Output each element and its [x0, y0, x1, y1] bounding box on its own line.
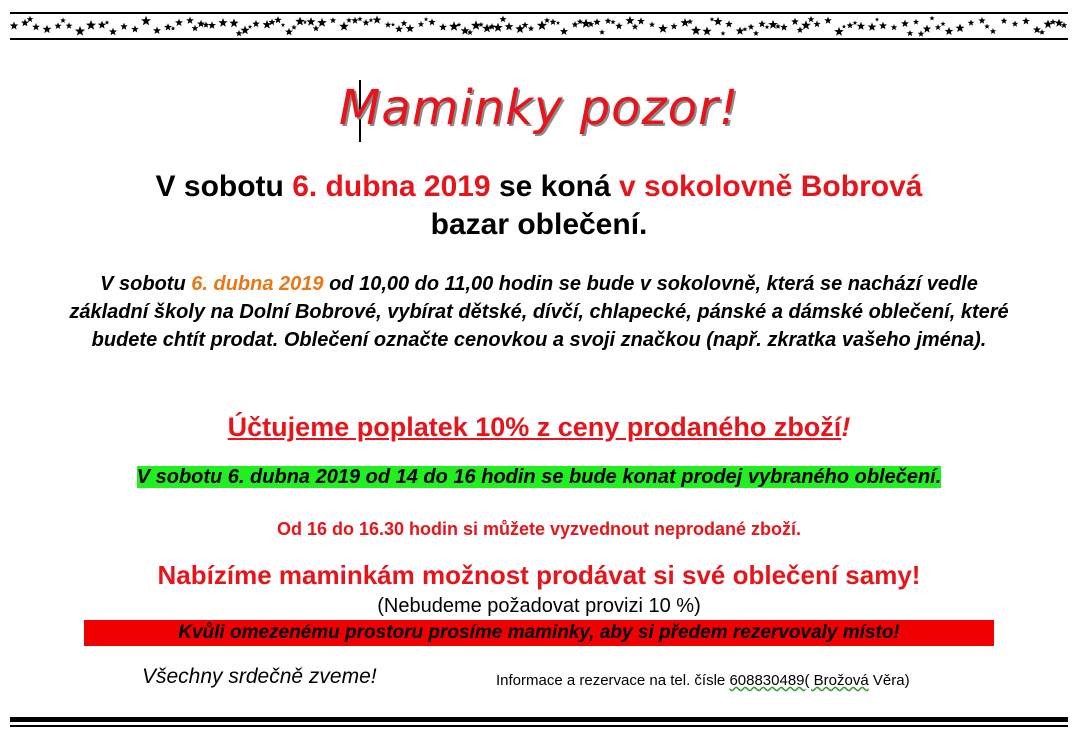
star-icon — [702, 26, 711, 35]
pickup-notice: Od 16 do 16.30 hodin si můžete vyzvednout neprodané zboží. — [276, 519, 802, 539]
fee-text: Účtujeme poplatek 10% z ceny prodaného zboží — [227, 412, 842, 442]
star-icon — [984, 24, 990, 29]
star-icon — [615, 22, 622, 29]
star-icon — [164, 23, 172, 30]
intro-date: 6. dubna 2019 — [292, 170, 491, 203]
star-icon — [131, 25, 139, 32]
star-icon — [868, 22, 877, 30]
star-icon — [505, 22, 514, 30]
intro-line-1 — [0, 168, 1078, 206]
star-icon — [753, 30, 759, 36]
star-icon — [369, 18, 374, 23]
star-icon — [357, 16, 362, 21]
star-icon — [758, 20, 765, 27]
star-icon — [449, 21, 459, 30]
star-icon — [1033, 26, 1041, 34]
star-icon — [522, 22, 529, 28]
star-icon — [768, 20, 778, 29]
star-icon — [307, 17, 316, 26]
star-icon — [1039, 29, 1045, 35]
star-icon — [66, 22, 73, 28]
intro-place: v sokolovně Bobrová — [619, 170, 923, 203]
star-icon — [339, 21, 349, 30]
star-icon — [593, 18, 601, 25]
star-icon — [748, 24, 755, 30]
star-icon — [43, 25, 52, 33]
star-icon — [544, 17, 550, 23]
star-icon — [218, 18, 227, 27]
star-icon — [935, 24, 941, 30]
star-icon — [385, 21, 392, 27]
star-icon — [990, 28, 996, 34]
star-icon — [945, 27, 954, 35]
star-icon — [362, 19, 369, 26]
fee-mark: ! — [841, 412, 851, 442]
fee-notice — [0, 412, 1078, 443]
sale-notice — [110, 464, 968, 490]
star-icon — [32, 23, 40, 30]
star-icon — [236, 30, 243, 37]
star-icon — [687, 19, 693, 25]
star-icon — [186, 17, 194, 24]
star-icon — [351, 17, 358, 24]
star-icon — [313, 25, 320, 31]
star-icon — [1012, 21, 1019, 27]
intro-block — [0, 168, 1078, 244]
collection-paragraph — [60, 270, 1018, 354]
bottom-rule-thin — [10, 725, 1068, 727]
star-icon — [346, 17, 352, 22]
star-icon — [824, 17, 832, 24]
star-icon — [229, 18, 238, 27]
star-icon — [791, 18, 799, 25]
star-icon — [901, 20, 909, 28]
star-icon — [978, 17, 985, 24]
star-icon — [625, 16, 634, 25]
star-icon — [599, 29, 605, 35]
star-icon — [252, 20, 260, 27]
intro-text-1: V sobotu — [155, 170, 293, 203]
star-icon — [274, 16, 282, 23]
star-icon — [515, 24, 524, 33]
star-icon — [721, 31, 726, 36]
star-icon — [637, 17, 645, 24]
star-icon — [418, 21, 424, 27]
star-icon — [295, 17, 304, 26]
star-border-top — [10, 12, 1068, 40]
star-icon — [21, 19, 29, 27]
reservation-notice: Kvůli omezenému prostoru prosíme maminky, aby si předem rezervovaly místo! — [84, 620, 994, 646]
star-icon — [55, 22, 62, 29]
star-icon — [528, 25, 534, 31]
star-icon — [918, 30, 925, 36]
star-icon — [710, 17, 715, 22]
star-icon — [968, 20, 975, 26]
star-icon — [203, 22, 210, 28]
intro-text-2: se koná — [490, 170, 620, 203]
star-icon — [281, 23, 285, 27]
star-icon — [907, 30, 914, 36]
star-icon — [941, 21, 946, 26]
star-icon — [27, 16, 34, 22]
star-icon — [956, 23, 965, 32]
star-icon — [493, 23, 503, 32]
star-icon — [743, 27, 748, 32]
star-icon — [439, 23, 447, 31]
body-text-1: V sobotu — [100, 273, 192, 295]
star-icon — [891, 24, 898, 30]
star-icon — [291, 25, 297, 30]
star-icon — [153, 26, 161, 34]
star-icon — [725, 20, 732, 27]
star-icon — [680, 18, 689, 27]
star-icon — [471, 20, 481, 30]
star-icon — [192, 25, 199, 32]
star-icon — [813, 20, 820, 27]
star-icon — [658, 24, 668, 33]
sale-text: V sobotu 6. dubna 2019 od 14 do 16 hodin se bude konat prodej vybraného oblečení. — [136, 466, 942, 488]
self-sale-offer: Nabízíme maminkám možnost prodávat si své oblečení samy! — [157, 560, 921, 590]
star-icon — [842, 24, 846, 28]
star-icon — [853, 20, 858, 25]
star-icon — [560, 27, 568, 35]
star-icon — [75, 26, 85, 36]
contact-info — [496, 672, 910, 689]
star-icon — [556, 21, 560, 25]
star-icon — [500, 16, 507, 23]
star-icon — [572, 21, 579, 28]
star-icon — [208, 21, 216, 29]
star-icon — [847, 22, 854, 28]
star-icon — [857, 22, 865, 30]
star-icon — [550, 18, 557, 25]
intro-line-2: bazar oblečení. — [430, 208, 648, 241]
star-icon — [670, 23, 677, 30]
star-icon — [1055, 19, 1064, 27]
star-icon — [879, 22, 887, 30]
star-icon — [930, 16, 935, 21]
star-icon — [109, 28, 117, 36]
star-icon — [330, 17, 336, 23]
star-icon — [875, 17, 879, 21]
star-icon — [478, 22, 484, 27]
body-date: 6. dubna 2019 — [191, 273, 324, 295]
commission-note: (Nebudeme požadovat provizi 10 %) — [377, 595, 701, 617]
star-icon — [1022, 17, 1030, 24]
contact-name: Věra) — [868, 672, 910, 689]
star-icon — [317, 18, 327, 27]
star-icon — [86, 20, 96, 30]
headline: Maminky pozor! — [338, 80, 740, 136]
star-icon — [605, 18, 612, 24]
star-icon — [141, 16, 151, 26]
star-icon — [60, 18, 66, 24]
contact-phone: 608830489( Brožová — [729, 672, 869, 689]
star-icon — [391, 22, 395, 26]
star-icon — [401, 20, 408, 27]
star-icon — [797, 27, 804, 34]
star-icon — [120, 23, 127, 30]
star-icon — [713, 17, 722, 26]
star-icon — [649, 21, 655, 27]
star-icon — [406, 24, 415, 32]
body-text-2: od 10,00 do 11,00 hodin se bude v sokolovně, která se nachází vedle základní školy na Dolní Bobrové, vybírat dětské, dívčí, chlapecké, pánské a dámské oblečení, které budete chtít prodat. Oblečení označte cenovkou a svoji značkou (např. zkratka vašeho jména). — [69, 273, 1009, 351]
star-icon — [1043, 20, 1052, 29]
star-icon — [736, 27, 745, 35]
star-icon — [171, 26, 176, 30]
star-pattern-icon — [10, 14, 1068, 38]
star-icon — [765, 25, 770, 29]
star-icon — [913, 19, 919, 25]
star-icon — [691, 25, 701, 35]
star-icon — [197, 20, 205, 28]
star-icon — [10, 22, 18, 30]
star-icon — [428, 18, 435, 25]
star-icon — [461, 26, 470, 34]
star-icon — [373, 15, 382, 23]
star-icon — [577, 18, 583, 24]
star-icon — [285, 28, 293, 36]
star-icon — [808, 16, 815, 22]
welcome-text: Všechny srdečně zveme! — [142, 665, 377, 688]
contact-label: Informace a rezervace na tel. čísle — [496, 672, 730, 689]
star-icon — [923, 25, 931, 33]
star-icon — [175, 19, 183, 27]
star-icon — [248, 25, 252, 29]
star-icon — [1001, 18, 1008, 24]
star-icon — [780, 23, 788, 30]
star-icon — [424, 17, 428, 21]
star-icon — [588, 21, 595, 27]
star-icon — [395, 25, 403, 33]
star-icon — [834, 27, 843, 36]
bottom-rule-thick — [10, 717, 1068, 722]
